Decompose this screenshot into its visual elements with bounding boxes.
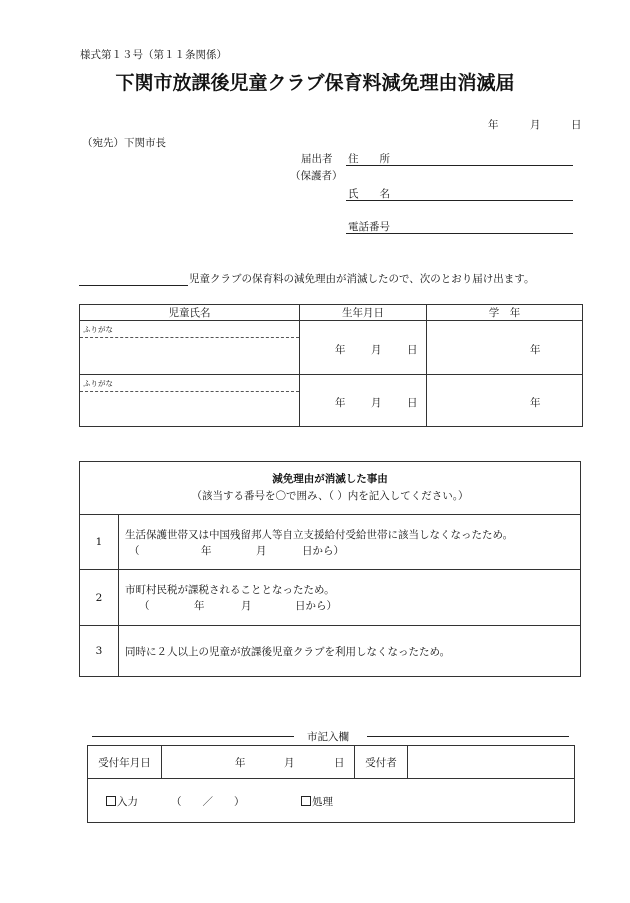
phone-field-line[interactable] [346, 233, 573, 234]
sub-month: 月 [256, 544, 267, 557]
date-year: 年 [488, 119, 499, 131]
office-section-title: 市記入欄 [307, 731, 349, 743]
header-grade: 学 年 [427, 305, 583, 321]
sub-month: 月 [241, 600, 252, 612]
furigana-divider [80, 391, 299, 392]
table-row [80, 626, 581, 677]
birth-month: 月 [371, 344, 382, 356]
reason-text-cell [119, 570, 581, 626]
form-number: 様式第１３号（第１１条関係） [80, 49, 227, 61]
received-date-cell[interactable] [162, 746, 355, 779]
input-label: 入力 [117, 796, 138, 808]
reason-heading: 減免理由が消滅した事由 [272, 473, 388, 485]
header-child-name: 児童氏名 [80, 305, 300, 321]
applicant-label: 届出者 [301, 153, 333, 165]
receiver-label: 受付者 [355, 746, 408, 779]
club-name-field-line[interactable] [79, 285, 188, 286]
process-label: 処理 [312, 796, 333, 808]
reason-text-cell [119, 515, 581, 570]
table-row [80, 570, 581, 626]
received-month: 月 [284, 757, 295, 769]
children-table [79, 304, 583, 427]
received-year: 年 [235, 757, 246, 769]
grade-unit: 年 [530, 344, 541, 356]
sub-day: 日から） [295, 600, 337, 612]
birthdate-cell[interactable] [300, 375, 427, 427]
birth-day: 日 [407, 397, 418, 409]
reason-number[interactable]: 2 [80, 570, 119, 626]
office-rule-left [92, 736, 294, 737]
reason-text: 生活保護世帯又は中国残留邦人等自立支援給付受給世帯に該当しなくなったため。 [125, 528, 514, 541]
grade-cell[interactable] [427, 321, 583, 375]
table-row [80, 321, 583, 375]
sub-day: 日から） [302, 544, 344, 557]
grade-cell[interactable] [427, 375, 583, 427]
office-rule-right [367, 736, 569, 737]
addressee: （宛先）下関市長 [82, 137, 166, 149]
birth-year: 年 [335, 344, 346, 356]
paren-open: （ [129, 544, 140, 557]
furigana-label: ふりがな [83, 325, 113, 334]
form-title: 下関市放課後児童クラブ保育料減免理由消滅届 [115, 72, 515, 94]
name-label: 氏 名 [348, 188, 390, 200]
office-status-cell [88, 779, 575, 823]
office-table [87, 745, 575, 823]
birth-day: 日 [407, 344, 418, 356]
paren-open: （ [139, 600, 150, 612]
birthdate-cell[interactable] [300, 321, 427, 375]
reason-text: 市町村民税が課税されることとなったため。 [125, 584, 335, 596]
reason-table [79, 461, 581, 677]
address-field-line[interactable] [346, 165, 573, 166]
phone-label: 電話番号 [348, 221, 390, 233]
furigana-divider [80, 337, 299, 338]
birth-month: 月 [371, 397, 382, 409]
reason-number[interactable]: 1 [80, 515, 119, 570]
header-birthdate: 生年月日 [300, 305, 427, 321]
table-row [80, 515, 581, 570]
input-paren: （ ／ ） [171, 796, 245, 808]
table-row [80, 375, 583, 427]
child-name-cell[interactable] [80, 321, 300, 375]
address-label: 住 所 [348, 153, 390, 165]
received-date-label: 受付年月日 [88, 746, 162, 779]
furigana-label: ふりがな [83, 379, 113, 388]
process-checkbox[interactable] [301, 794, 333, 809]
reason-number[interactable]: 3 [80, 626, 119, 677]
birth-year: 年 [335, 397, 346, 409]
name-field-line[interactable] [346, 200, 573, 201]
date-month: 月 [530, 119, 541, 131]
receiver-cell[interactable] [408, 746, 575, 779]
sub-year: 年 [194, 600, 205, 612]
guardian-label: （保護者） [290, 170, 343, 182]
child-name-cell[interactable] [80, 375, 300, 427]
input-checkbox[interactable] [106, 794, 138, 809]
reason-instruction: （該当する番号を〇で囲み、（ ）内を記入してください。） [191, 490, 469, 502]
reason-heading-cell [80, 462, 581, 515]
statement-text: 児童クラブの保育料の減免理由が消滅したので、次のとおり届け出ます。 [189, 273, 535, 285]
received-day: 日 [334, 757, 345, 769]
reason-text: 同時に２人以上の児童が放課後児童クラブを利用しなくなったため。 [119, 626, 581, 677]
grade-unit: 年 [530, 397, 541, 409]
sub-year: 年 [201, 544, 212, 557]
date-day: 日 [571, 119, 582, 131]
